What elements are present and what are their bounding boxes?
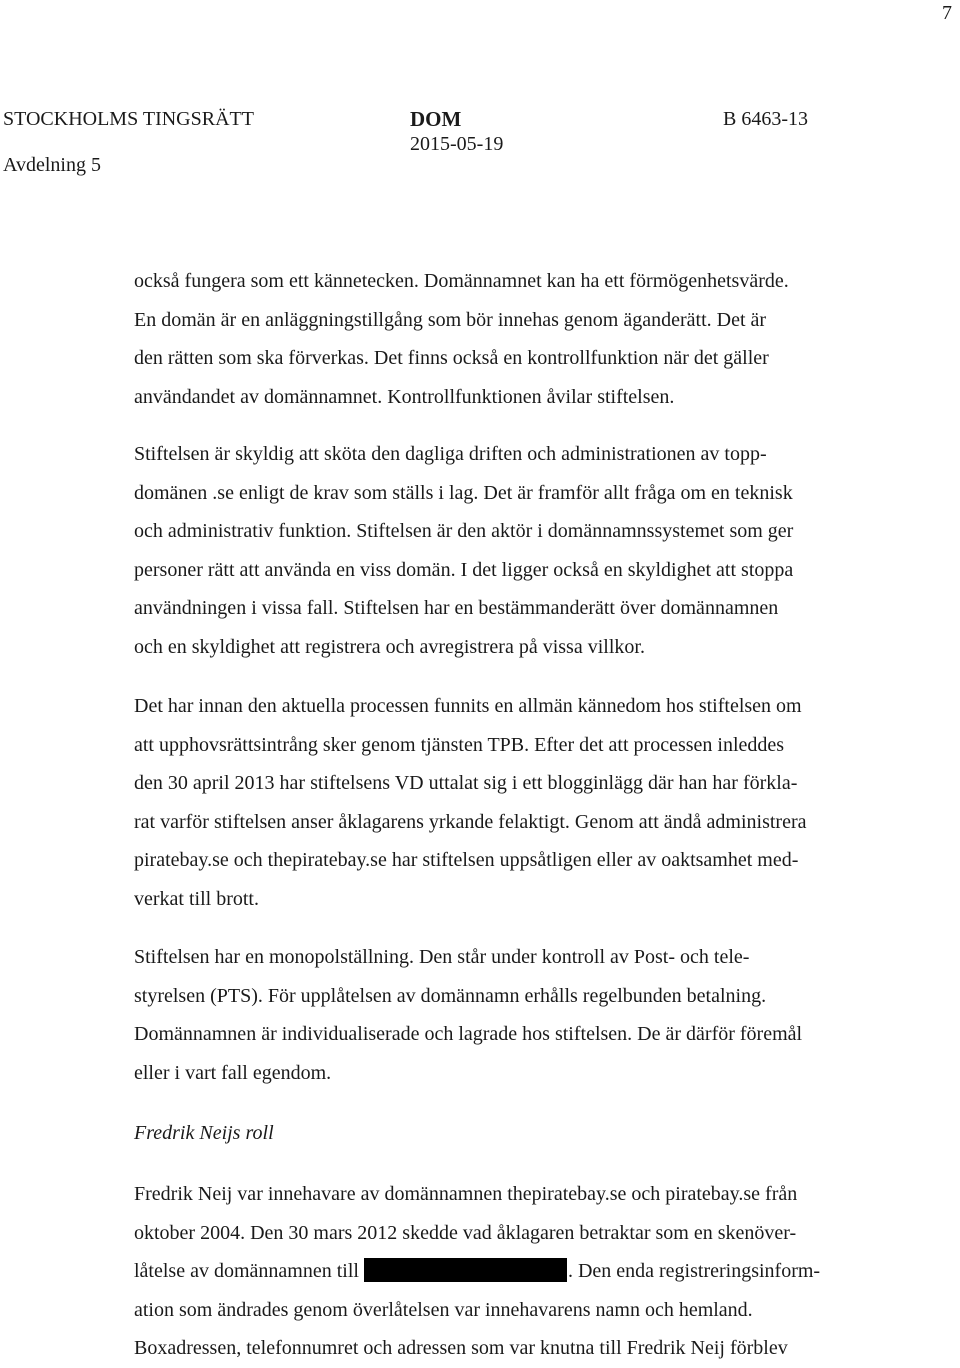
text-segment: . Den enda registreringsinform- xyxy=(567,1260,821,1282)
text-line: verkat till brott. xyxy=(134,887,259,910)
paragraph-domain-value xyxy=(134,262,934,416)
paragraph-knowledge xyxy=(134,687,934,918)
text-line: och en skyldighet att registrera och avregistrera på vissa villkor. xyxy=(134,635,645,658)
page-number: 7 xyxy=(942,2,952,24)
section-heading xyxy=(134,1114,934,1153)
section-heading-text: Fredrik Neijs roll xyxy=(134,1122,274,1144)
text-line: domänen .se enligt de krav som ställs i lag. Det är framför allt fråga om en teknisk xyxy=(134,481,793,504)
text-line: oktober 2004. Den 30 mars 2012 skedde vad åklagaren betraktar som en skenöver- xyxy=(134,1221,797,1244)
case-number: B 6463-13 xyxy=(723,108,808,130)
text-line: användandet av domännamnet. Kontrollfunktionen åvilar stiftelsen. xyxy=(134,385,675,408)
text-line: ation som ändrades genom överlåtelsen var innehavarens namn och hemland. xyxy=(134,1298,753,1321)
text-line: personer rätt att använda en viss domän. I det ligger också en skyldighet att stoppa xyxy=(134,558,794,581)
text-line: användningen i vissa fall. Stiftelsen har en bestämmanderätt över domännamnen xyxy=(134,597,779,619)
text-line: också fungera som ett kännetecken. Domännamnet kan ha ett förmögenhetsvärde. xyxy=(134,270,789,292)
document-type: DOM xyxy=(410,107,462,131)
court-name: STOCKHOLMS TINGSRÄTT xyxy=(3,108,254,130)
text-line: den rätten som ska förverkas. Det finns också en kontrollfunktion när det gäller xyxy=(134,347,769,369)
text-line-with-redaction xyxy=(134,1252,934,1291)
text-line: styrelsen (PTS). För upplåtelsen av domännamn erhålls regelbunden betalning. xyxy=(134,984,767,1007)
paragraph-foundation-duties xyxy=(134,435,934,666)
text-line: piratebay.se och thepiratebay.se har stiftelsen uppsåtligen eller av oaktsamhet med- xyxy=(134,849,799,871)
text-line: eller i vart fall egendom. xyxy=(134,1061,332,1084)
text-line: Fredrik Neij var innehavare av domännamnen thepiratebay.se och piratebay.se från xyxy=(134,1183,798,1205)
text-line: och administrativ funktion. Stiftelsen är den aktör i domännamnssystemet som ger xyxy=(134,520,794,542)
text-line: att upphovsrättsintrång sker genom tjänsten TPB. Efter det att processen inleddes xyxy=(134,733,785,756)
text-segment: låtelse av domännamnen till xyxy=(134,1260,364,1282)
text-line: Domännamnen är individualiserade och lagrade hos stiftelsen. De är därför föremål xyxy=(134,1023,803,1045)
text-line: rat varför stiftelsen anser åklagarens yrkande felaktigt. Genom att ändå administrera xyxy=(134,810,807,833)
text-line: Stiftelsen har en monopolställning. Den står under kontroll av Post- och tele- xyxy=(134,946,750,968)
text-line: Stiftelsen är skyldig att sköta den dagliga driften och administrationen av topp- xyxy=(134,443,767,465)
paragraph-fredrik-neij xyxy=(134,1175,934,1368)
department: Avdelning 5 xyxy=(3,154,101,176)
paragraph-monopoly xyxy=(134,938,934,1092)
text-line: En domän är en anläggningstillgång som bör innehas genom äganderätt. Det är xyxy=(134,308,767,331)
document-date: 2015-05-19 xyxy=(410,133,504,155)
text-line: Boxadressen, telefonnumret och adressen som var knutna till Fredrik Neij förblev xyxy=(134,1337,788,1359)
redaction-block xyxy=(364,1258,567,1282)
text-line: Det har innan den aktuella processen funnits en allmän kännedom hos stiftelsen om xyxy=(134,695,802,717)
text-line: den 30 april 2013 har stiftelsens VD uttalat sig i ett blogginlägg där han har förkla- xyxy=(134,772,798,794)
